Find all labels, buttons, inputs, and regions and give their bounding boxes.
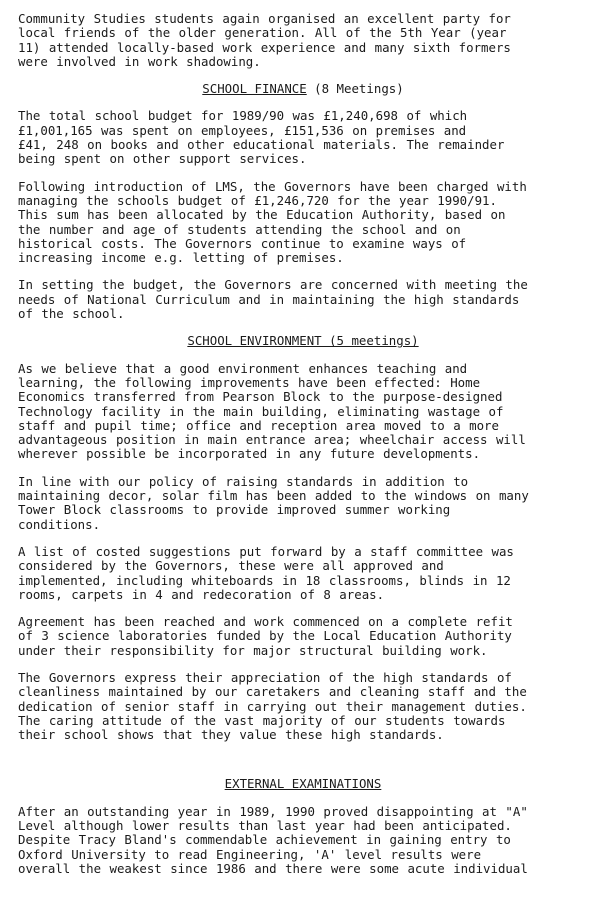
paragraph-solar-film: In line with our policy of raising standards in addition to maintaining decor, solar film has been added to the windows on many Tower Block classrooms to provide improved summer working conditions.: [18, 473, 529, 532]
heading-external-examinations-text: EXTERNAL EXAMINATIONS: [224, 776, 382, 792]
heading-school-finance-meetings: (8 Meetings): [306, 81, 404, 97]
paragraph-science-labs: Agreement has been reached and work commenced on a complete refit of 3 science laboratories funded by the Local Education Authority under their responsibility for major structural building work.: [18, 614, 513, 658]
paragraph-budget-1989: The total school budget for 1989/90 was £1,240,698 of which £1,001,165 was spent on employees, £151,536 on premises and £41, 248 on books and other educational materials. The remainder being spent on other support services.: [18, 108, 505, 167]
heading-school-environment: [18, 334, 588, 348]
paragraph-setting-budget: In setting the budget, the Governors are concerned with meeting the needs of National Curriculum and in maintaining the high standards of the school.: [18, 277, 528, 322]
document-page: [18, 12, 588, 889]
heading-school-finance: [18, 82, 588, 96]
paragraph-a-level-results: After an outstanding year in 1989, 1990 proved disappointing at "A" Level although lower results than last year had been anticipated. Despite Tracy Bland's commendable achievement in gaining entry to Oxford University to read Engineering, 'A' level results were overall the weakest since 1986 and there were some acute individual: [18, 803, 528, 876]
paragraph-appreciation: The Governors express their appreciation of the high standards of cleanliness maintained by our caretakers and cleaning staff and the dedication of senior staff in carrying out their management duties. The caring attitude of the vast majority of our students towards their school shows that they value these high standards.: [18, 669, 527, 743]
paragraph-environment-improvements: As we believe that a good environment enhances teaching and learning, the following improvements have been effected: Home Economics transferred from Pearson Block to the purpose-designed Technology facility in the main building, eliminating wastage of staff and pupil time; office and reception area moved to a more advantageous position in main entrance area; wheelchair access will wherever possible be incorporated in any future developments.: [18, 360, 526, 462]
paragraph-costed-suggestions: A list of costed suggestions put forward by a staff committee was considered by the Governors, these were all approved and implemented, including whiteboards in 18 classrooms, blinds in 12 rooms, carpets in 4 and redecoration of 8 areas.: [18, 543, 514, 602]
heading-school-finance-title: SCHOOL FINANCE: [202, 81, 307, 97]
paragraph-community-studies: Community Studies students again organised an excellent party for local friends of the older generation. All of the 5th Year (year 11) attended locally-based work experience and many sixth formers were involved in work shadowing.: [18, 11, 511, 69]
heading-school-environment-text: SCHOOL ENVIRONMENT (5 meetings): [187, 333, 419, 349]
section-spacer: [18, 755, 588, 777]
paragraph-lms: Following introduction of LMS, the Governors have been charged with managing the schools budget of £1,246,720 for the year 1990/91. This sum has been allocated by the Education Authority, based on the number and age of students attending the school and on historical costs. The Governors continue to examine ways of increasing income e.g. letting of premises.: [18, 178, 527, 266]
heading-external-examinations: [18, 777, 588, 791]
